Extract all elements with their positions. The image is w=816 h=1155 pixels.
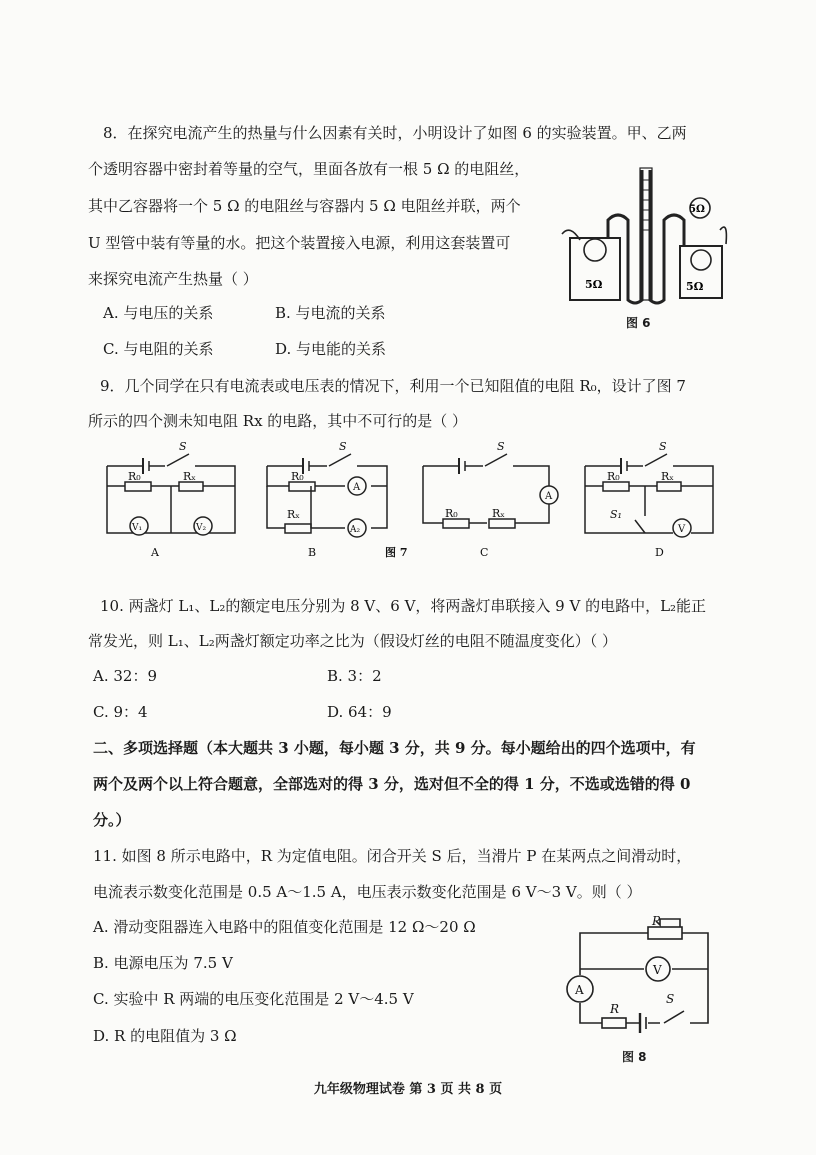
fig8-p-label: P: [652, 915, 661, 928]
label-5ohm-left: 5Ω: [585, 278, 603, 291]
q11-line-2: 电流表示数变化范围是 0.5 A～1.5 A，电压表示数变化范围是 6 V～3 V。则（ ）: [93, 883, 642, 901]
q8-line-1: 8．在探究电流产生的热量与什么因素有关时，小明设计了如图 6 的实验装置。甲、乙两: [103, 124, 687, 142]
a-rx-label: Rₓ: [183, 470, 196, 483]
b-a2-label: A₂: [350, 525, 361, 535]
q10-option-d: D. 64：9: [327, 703, 392, 721]
figure-7-circuits: [95, 438, 735, 563]
circuit-a: [107, 454, 235, 535]
q8-option-a: A. 与电压的关系: [103, 304, 214, 322]
c-r0-label: R₀: [445, 507, 458, 520]
d-voltmeter-label: V: [678, 524, 686, 535]
section-2-line-1: 二、多项选择题（本大题共 3 小题，每小题 3 分，共 9 分。每小题给出的四个选项中，有: [93, 739, 696, 757]
q11-option-a: A. 滑动变阻器连入电路中的阻值变化范围是 12 Ω～20 Ω: [93, 918, 476, 936]
q8-line-4: U 型管中装有等量的水。把这个装置接入电源，利用这套装置可: [88, 234, 511, 252]
q8-option-c: C. 与电阻的关系: [103, 340, 214, 358]
d-rx-label: Rₓ: [661, 470, 674, 483]
c-rx-label: Rₓ: [492, 507, 505, 520]
q11-option-c: C. 实验中 R 两端的电压变化范围是 2 V～4.5 V: [93, 990, 414, 1008]
resistor-wire-left: [584, 239, 606, 261]
circuit-c: [423, 454, 558, 528]
figure-8-circuit: [560, 915, 720, 1040]
q10-line-1: 10. 两盏灯 L₁、L₂的额定电压分别为 8 V、6 V，将两盏灯串联接入 9 V 的电路中，L₂能正: [100, 597, 707, 615]
b-a1-label: A: [353, 482, 361, 493]
resistor-wire-right: [691, 250, 711, 270]
d-switch-label: S: [659, 440, 667, 453]
circuit-b: [267, 454, 387, 537]
page-footer: 九年级物理试卷 第 3 页 共 8 页: [313, 1082, 503, 1097]
q8-option-b: B. 与电流的关系: [275, 304, 386, 322]
q10-option-c: C. 9：4: [93, 703, 148, 721]
q10-option-a: A. 32：9: [93, 667, 157, 685]
figure-6-apparatus: [560, 160, 730, 310]
a-v2-label: V₂: [196, 523, 207, 533]
q11-option-d: D. R 的电阻值为 3 Ω: [93, 1027, 237, 1045]
q8-line-3: 其中乙容器将一个 5 Ω 的电阻丝与容器内 5 Ω 电阻丝并联，两个: [88, 197, 521, 215]
panel-d-label: D: [655, 546, 664, 559]
section-2-line-3: 分。）: [93, 811, 131, 829]
d-s1-label: S₁: [610, 508, 622, 521]
c-switch-label: S: [497, 440, 505, 453]
section-2-line-2: 两个及两个以上符合题意，全部选对的得 3 分，选对但不全的得 1 分，不选或选错的得 0: [93, 775, 691, 793]
figure-7-caption: 图 7: [385, 546, 408, 559]
q9-line-1: 9．几个同学在只有电流表或电压表的情况下，利用一个已知阻值的电阻 R₀，设计了图 7: [100, 377, 686, 395]
figure-8-caption: 图 8: [622, 1050, 647, 1064]
figure-6-caption: 图 6: [626, 316, 651, 330]
label-5ohm-top: 5Ω: [689, 204, 705, 215]
label-5ohm-right: 5Ω: [686, 280, 704, 293]
panel-b-label: B: [308, 546, 317, 559]
b-r0-label: R₀: [291, 470, 304, 483]
q8-line-2: 个透明容器中密封着等量的空气，里面各放有一根 5 Ω 的电阻丝，: [88, 160, 530, 178]
circuit-d: [585, 454, 713, 537]
fig8-s-label: S: [666, 992, 675, 1006]
a-v1-label: V₁: [132, 523, 143, 533]
c-ammeter-label: A: [545, 491, 553, 502]
a-switch-label: S: [179, 440, 187, 453]
a-r0-label: R₀: [128, 470, 141, 483]
q11-line-1: 11. 如图 8 所示电路中，R 为定值电阻。闭合开关 S 后，当滑片 P 在某两点之间滑动时，: [93, 847, 692, 865]
q10-option-b: B. 3：2: [327, 667, 382, 685]
q11-option-b: B. 电源电压为 7.5 V: [93, 954, 233, 972]
fig8-voltmeter-label: V: [653, 963, 662, 977]
q8-option-d: D. 与电能的关系: [275, 340, 387, 358]
b-switch-label: S: [339, 440, 347, 453]
fig8-r-label: R: [610, 1002, 620, 1016]
d-r0-label: R₀: [607, 470, 620, 483]
panel-c-label: C: [480, 546, 489, 559]
panel-a-label: A: [151, 546, 159, 559]
q9-line-2: 所示的四个测未知电阻 Rx 的电路，其中不可行的是（ ）: [88, 412, 468, 430]
q8-line-5: 来探究电流产生热量（ ）: [88, 270, 258, 288]
q10-line-2: 常发光，则 L₁、L₂两盏灯额定功率之比为（假设灯丝的电阻不随温度变化）（ ）: [88, 632, 617, 650]
fig8-ammeter-label: A: [575, 983, 584, 997]
b-rx-label: Rₓ: [287, 508, 300, 521]
